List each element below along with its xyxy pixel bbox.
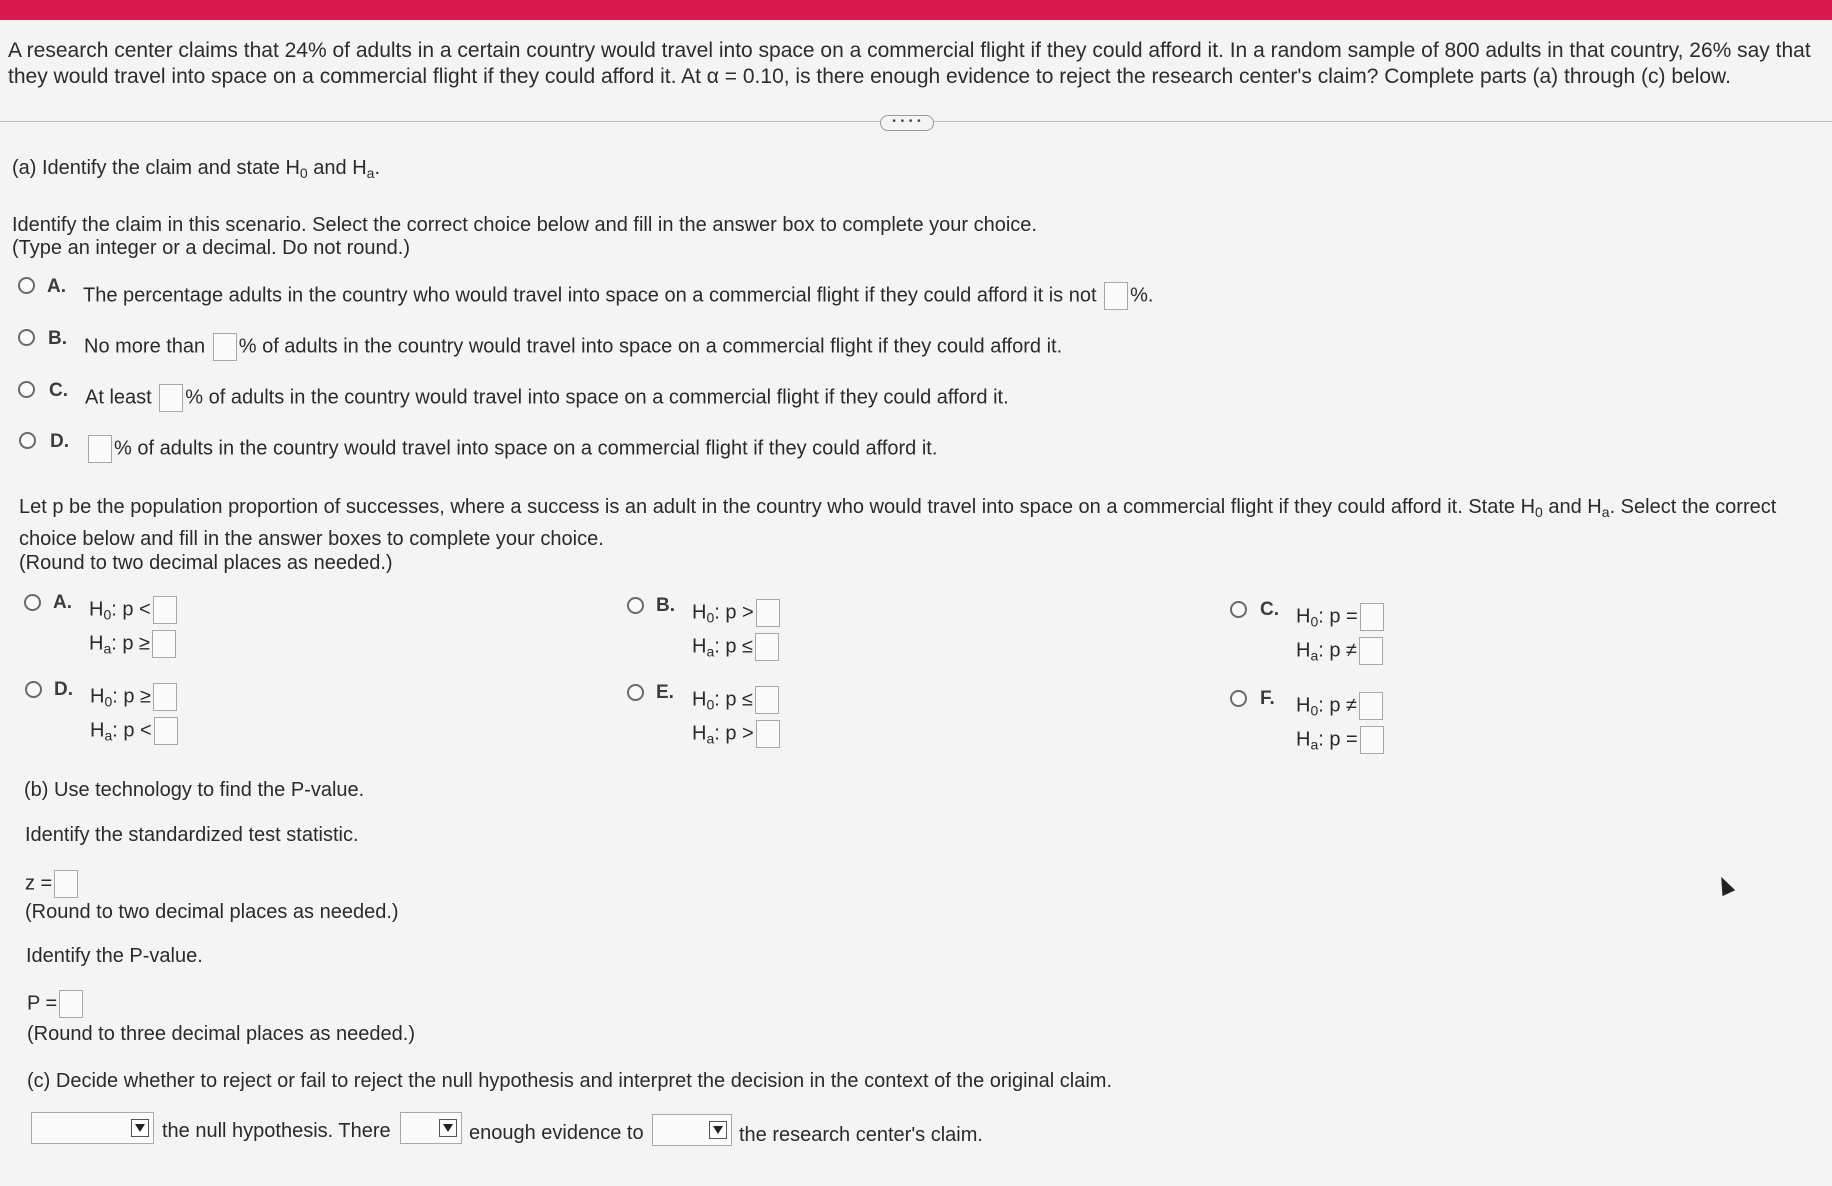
hyp-option-e-ha-relation: p > [725, 722, 754, 745]
hyp-instruction-text: Let p be the population proportion of successes, where a success is an adult in the country who would travel into space on a commercial flight if they could afford it. State H [19, 496, 1536, 518]
hyp-option-f-letter: F. [1260, 688, 1275, 709]
h-label: H [1296, 728, 1311, 751]
claim-option-b-input[interactable] [213, 333, 237, 361]
claim-option-c-letter: C. [49, 380, 68, 401]
h-label: H [1296, 605, 1311, 628]
part-c-text2: enough evidence to [469, 1122, 644, 1144]
hyp-option-e-h0 [692, 686, 781, 714]
hyp-option-a-ha-input[interactable] [152, 630, 176, 658]
part-a-heading-text: (a) Identify the claim and state H [12, 157, 300, 179]
hyp-option-c-h0 [1296, 603, 1386, 631]
hyp-option-e-ha [692, 720, 782, 748]
p-label: P = [27, 992, 58, 1015]
colon: : [112, 719, 118, 742]
is-isnot-dropdown[interactable] [400, 1112, 462, 1144]
hyp-option-c-ha [1296, 637, 1385, 665]
h-label: H [89, 632, 104, 655]
colon: : [111, 598, 117, 621]
sub-a: a [706, 730, 715, 747]
colon: : [1318, 694, 1324, 717]
sub-a: a [1601, 504, 1610, 520]
hyp-option-f-h0-input[interactable] [1359, 692, 1383, 720]
claim-action-dropdown[interactable] [652, 1114, 732, 1146]
p-row [27, 990, 85, 1018]
hyp-option-f-ha-input[interactable] [1360, 726, 1384, 754]
sub-a: a [104, 727, 113, 744]
question-text: A research center claims that 24% of adults in a certain country would travel into space on a commercial flight if they could afford it. In a random sample of 800 adults in that country, 26% say that they would travel into space on a commercial flight if they could afford it. At α = 0.10, is there enough evidence to reject the research center's claim? Complete parts (a) through (c) below. [8, 39, 1811, 88]
hyp-option-f-h0-relation: p ≠ [1329, 694, 1358, 717]
sub-0: 0 [1310, 702, 1319, 719]
hyp-option-a-ha-relation: p ≥ [122, 632, 151, 655]
colon: : [112, 685, 118, 708]
hyp-option-e-h0-relation: p ≤ [725, 688, 754, 711]
claim-option-d-input[interactable] [88, 435, 112, 463]
sub-0: 0 [299, 165, 308, 181]
hyp-option-a-radio[interactable] [24, 594, 41, 611]
claim-option-b-letter: B. [48, 328, 67, 349]
hyp-option-d-h0-input[interactable] [153, 683, 177, 711]
claim-option-a-post: %. [1130, 284, 1154, 307]
hyp-option-a-h0-input[interactable] [153, 596, 177, 624]
sub-0: 0 [706, 696, 715, 713]
hyp-option-e-letter: E. [656, 682, 674, 703]
sub-a: a [1310, 647, 1319, 664]
sub-0: 0 [1310, 613, 1319, 630]
chevron-down-icon[interactable] [709, 1121, 727, 1139]
claim-option-a-input[interactable] [1104, 282, 1128, 310]
hyp-option-c-h0-relation: p = [1329, 605, 1358, 628]
claim-option-d-post: % of adults in the country would travel into space on a commercial flight if they could afford it. [114, 437, 938, 460]
hyp-option-e-h0-input[interactable] [755, 686, 779, 714]
h-label: H [692, 635, 707, 658]
claim-option-c-radio[interactable] [18, 381, 35, 398]
p-instruction: Identify the P-value. [26, 945, 203, 967]
colon: : [1318, 639, 1324, 662]
h-label: H [89, 598, 104, 621]
chevron-down-icon[interactable] [131, 1119, 149, 1137]
hyp-option-a-h0-relation: p < [122, 598, 151, 621]
hyp-option-d-h0-relation: p ≥ [123, 685, 152, 708]
hyp-option-e-radio[interactable] [627, 684, 644, 701]
hyp-option-c-letter: C. [1260, 599, 1279, 620]
colon: : [714, 635, 720, 658]
hyp-option-a-ha [89, 630, 178, 658]
hyp-option-b-letter: B. [656, 595, 675, 616]
colon: : [1318, 605, 1324, 628]
claim-option-a-pre: The percentage adults in the country who would travel into space on a commercial flight if they could afford it is not [83, 284, 1097, 307]
hyp-option-f-h0 [1296, 692, 1385, 720]
sub-a: a [1310, 736, 1319, 753]
reject-decision-dropdown[interactable] [31, 1112, 154, 1144]
hyp-option-d-ha [90, 717, 180, 745]
colon: : [714, 601, 720, 624]
sub-0: 0 [103, 606, 112, 623]
claim-hint: (Type an integer or a decimal. Do not round.) [12, 237, 410, 259]
claim-option-a-text [83, 282, 1153, 310]
expand-more-button[interactable]: • • • • [880, 115, 934, 131]
mouse-cursor-icon [1715, 874, 1735, 896]
hyp-option-b-h0-input[interactable] [756, 599, 780, 627]
claim-option-a-radio[interactable] [18, 277, 35, 294]
part-c-heading: (c) Decide whether to reject or fail to reject the null hypothesis and interpret the decision in the context of the original claim. [27, 1070, 1113, 1092]
claim-option-c-pre: At least [85, 386, 152, 409]
h-label: H [692, 601, 707, 624]
hyp-option-b-ha-input[interactable] [755, 633, 779, 661]
claim-option-c-text [85, 384, 1009, 412]
hyp-option-d-h0 [90, 683, 179, 711]
sub-0: 0 [104, 693, 113, 710]
part-a-heading [12, 157, 380, 181]
h-label: H [692, 722, 707, 745]
hyp-option-f-radio[interactable] [1230, 690, 1247, 707]
colon: : [714, 722, 720, 745]
h-label: H [1296, 639, 1311, 662]
part-c-text3: the research center's claim. [739, 1124, 983, 1146]
hyp-option-a-h0 [89, 596, 179, 624]
hyp-option-b-radio[interactable] [627, 597, 644, 614]
hyp-option-f-ha-relation: p = [1329, 728, 1358, 751]
hyp-option-c-ha-relation: p ≠ [1329, 639, 1358, 662]
hyp-option-c-h0-input[interactable] [1360, 603, 1384, 631]
h-label: H [692, 688, 707, 711]
hyp-instruction [19, 496, 1776, 520]
hyp-option-d-ha-input[interactable] [154, 717, 178, 745]
h-label: H [90, 685, 105, 708]
colon: : [111, 632, 117, 655]
claim-option-d-letter: D. [50, 431, 69, 452]
hyp-instruction-line2: choice below and fill in the answer boxes to complete your choice. [19, 528, 604, 550]
z-label: z = [25, 872, 53, 895]
h-label: H [90, 719, 105, 742]
claim-option-c-input[interactable] [159, 384, 183, 412]
hyp-hint: (Round to two decimal places as needed.) [19, 552, 393, 574]
sub-a: a [366, 165, 375, 181]
part-b-heading: (b) Use technology to find the P-value. [24, 779, 365, 801]
sub-0: 0 [1535, 504, 1543, 520]
z-input[interactable] [54, 870, 78, 898]
h-label: H [1296, 694, 1311, 717]
hyp-option-d-ha-relation: p < [123, 719, 152, 742]
claim-option-b-radio[interactable] [18, 329, 35, 346]
claim-instruction: Identify the claim in this scenario. Select the correct choice below and fill in the answer box to complete your choice. [12, 214, 1037, 236]
colon: : [714, 688, 720, 711]
hyp-instruction-select: . Select the correct [1609, 496, 1777, 518]
claim-option-a-letter: A. [47, 276, 66, 297]
hyp-option-f-ha [1296, 726, 1386, 754]
p-value-input[interactable] [59, 990, 83, 1018]
chevron-down-icon[interactable] [439, 1119, 457, 1137]
period: . [374, 157, 381, 179]
hyp-option-b-h0-relation: p > [725, 601, 754, 624]
sub-a: a [706, 643, 715, 660]
hyp-option-c-radio[interactable] [1230, 601, 1247, 618]
claim-option-d-text [86, 435, 937, 463]
hyp-option-d-letter: D. [54, 679, 73, 700]
p-hint: (Round to three decimal places as needed.) [27, 1023, 416, 1045]
sub-0: 0 [706, 609, 715, 626]
colon: : [1318, 728, 1324, 751]
part-a-heading-and: and H [307, 157, 367, 179]
hyp-option-e-ha-input[interactable] [756, 720, 780, 748]
claim-option-b-post: % of adults in the country would travel into space on a commercial flight if they could afford it. [238, 335, 1063, 358]
hyp-option-a-letter: A. [53, 592, 72, 613]
hyp-option-b-ha-relation: p ≤ [725, 635, 754, 658]
hyp-option-c-ha-input[interactable] [1359, 637, 1383, 665]
hyp-option-d-radio[interactable] [25, 681, 42, 698]
hyp-instruction-and: and H [1542, 496, 1602, 518]
z-hint: (Round to two decimal places as needed.) [25, 901, 399, 923]
hyp-option-b-ha [692, 633, 781, 661]
top-accent-bar [0, 0, 1832, 20]
claim-option-c-post: % of adults in the country would travel into space on a commercial flight if they could afford it. [185, 386, 1009, 409]
part-c-text1: the null hypothesis. There [162, 1120, 391, 1142]
hyp-option-b-h0 [692, 599, 782, 627]
claim-option-b-pre: No more than [84, 335, 206, 358]
z-instruction: Identify the standardized test statistic. [25, 824, 359, 846]
claim-option-b-text [84, 333, 1062, 361]
sub-a: a [103, 640, 112, 657]
z-row [25, 870, 80, 898]
claim-option-d-radio[interactable] [19, 432, 36, 449]
